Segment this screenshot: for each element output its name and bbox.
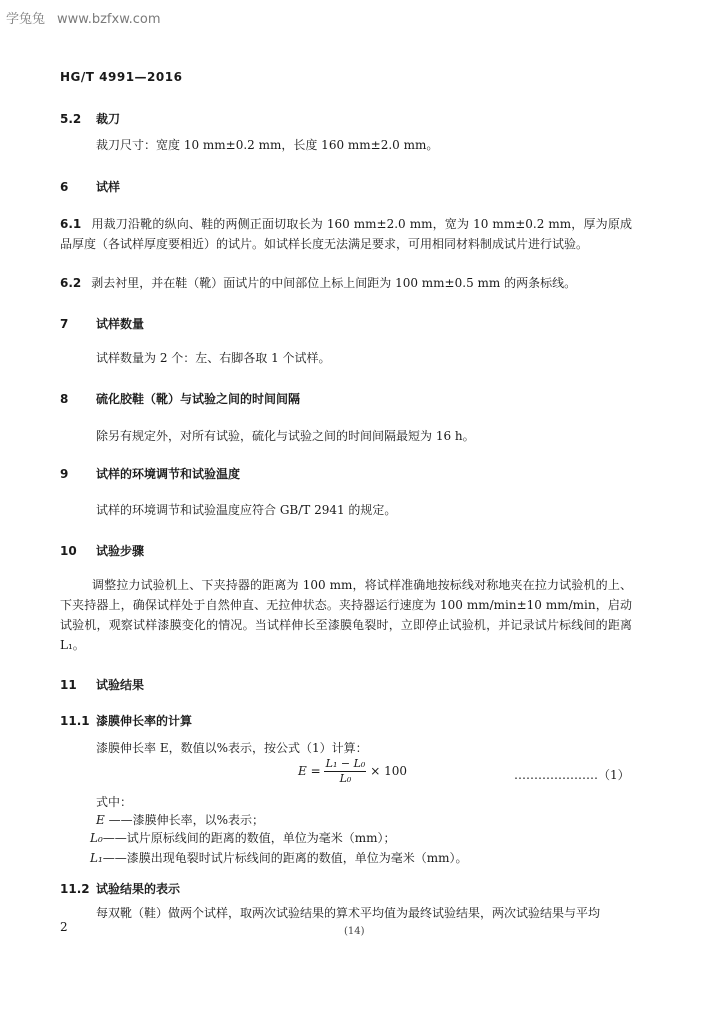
heading-11-1 — [60, 712, 192, 729]
section-number: 11 — [60, 678, 77, 692]
variable-symbol: L₁ — [90, 851, 103, 865]
section-number: 6 — [60, 180, 69, 194]
watermark — [6, 8, 173, 27]
section-title: 试验结果的表示 — [96, 882, 181, 896]
formula-fraction — [324, 758, 366, 785]
heading-10 — [60, 542, 144, 559]
variable-description: ——试片原标线间的距离的数值，单位为毫米（mm）； — [102, 831, 396, 845]
section-title: 试样数量 — [96, 317, 145, 331]
paragraph-9: 试样的环境调节和试验温度应符合 GB/T 2941 的规定。 — [96, 503, 397, 517]
clause-number: 6.2 — [60, 276, 82, 290]
heading-11 — [60, 676, 144, 693]
formula-intro: 漆膜伸长率 E，数值以%表示，按公式（1）计算： — [96, 741, 368, 755]
center-page-mark: (14) — [344, 926, 365, 937]
page-number: 2 — [60, 920, 68, 934]
paragraph-6-2 — [60, 273, 576, 293]
standard-code: HG/T 4991—2016 — [60, 70, 183, 84]
where-label: 式中： — [96, 795, 133, 809]
watermark-url: www.bzfxw.com — [57, 12, 161, 27]
section-number: 10 — [60, 544, 77, 558]
section-number: 7 — [60, 317, 69, 331]
section-title: 漆膜伸长率的计算 — [96, 714, 193, 728]
variable-description: ——漆膜伸长率，以%表示； — [104, 813, 264, 827]
variable-definition — [90, 848, 468, 868]
paragraph-8: 除另有规定外，对所有试验，硫化与试验之间的时间间隔最短为 16 h。 — [96, 429, 475, 443]
watermark-site: 学兔兔 — [6, 12, 46, 27]
section-title: 试样的环境调节和试验温度 — [96, 467, 241, 481]
paragraph-5-2: 裁刀尺寸：宽度 10 mm±0.2 mm，长度 160 mm±2.0 mm。 — [96, 138, 439, 152]
paragraph-7: 试样数量为 2 个：左、右脚各取 1 个试样。 — [96, 351, 331, 365]
variable-description: ——漆膜出现龟裂时试片标线间的距离的数值，单位为毫米（mm）。 — [102, 851, 468, 865]
clause-number: 6.1 — [60, 217, 82, 231]
variable-definition — [90, 828, 396, 848]
section-number: 8 — [60, 392, 69, 406]
section-title: 硫化胶鞋（靴）与试验之间的时间间隔 — [96, 392, 301, 406]
paragraph-11-2: 每双靴（鞋）做两个试样，取两次试验结果的算术平均值为最终试验结果，两次试验结果与平均 — [96, 906, 601, 920]
heading-9 — [60, 465, 240, 482]
section-number: 11.1 — [60, 714, 90, 728]
variable-symbol: L₀ — [90, 831, 103, 845]
heading-5-2 — [60, 110, 120, 127]
formula — [298, 758, 407, 785]
formula-label: …………………（1） — [514, 768, 630, 782]
clause-text: 用裁刀沿靴的纵向、鞋的两侧正面切取长为 160 mm±2.0 mm，宽为 10 mm±0.2 mm，厚为原成品厚度（各试样厚度要相近）的试片。如试样长度无法满足要求，可用相同材料制成试片进行试验。 — [60, 217, 632, 251]
section-number: 9 — [60, 467, 69, 481]
section-number: 11.2 — [60, 882, 90, 896]
heading-8 — [60, 390, 300, 407]
heading-7 — [60, 315, 144, 332]
section-number: 5.2 — [60, 112, 82, 126]
section-title: 试验步骤 — [96, 544, 145, 558]
formula-lhs: E = — [298, 764, 321, 778]
paragraph-10: 调整拉力试验机上、下夹持器的距离为 100 mm，将试样准确地按标线对称地夹在拉力试验机的上、下夹持器上，确保试样处于自然伸直、无拉伸状态。夹持器运行速度为 100 mm/min±10 mm/min，启动试验机，观察试样漆膜变化的情况。当试样伸长至漆膜龟裂时，立即停止试验机，并记录试片标线间的距离 L₁。 — [60, 578, 632, 652]
variable-symbol: E — [96, 813, 105, 827]
section-title: 裁刀 — [96, 112, 121, 126]
section-title: 试样 — [96, 180, 121, 194]
section-title: 试验结果 — [96, 678, 145, 692]
paragraph-6-1 — [60, 214, 632, 254]
fraction-numerator: L₁ − L₀ — [325, 757, 366, 770]
fraction-denominator: L₀ — [339, 772, 352, 785]
heading-11-2 — [60, 880, 180, 897]
clause-text: 剥去衬里，并在鞋（靴）面试片的中间部位上标上间距为 100 mm±0.5 mm 的两条标线。 — [91, 276, 577, 290]
heading-6 — [60, 178, 120, 195]
formula-rhs: × 100 — [370, 764, 408, 778]
variable-definition — [96, 810, 264, 830]
